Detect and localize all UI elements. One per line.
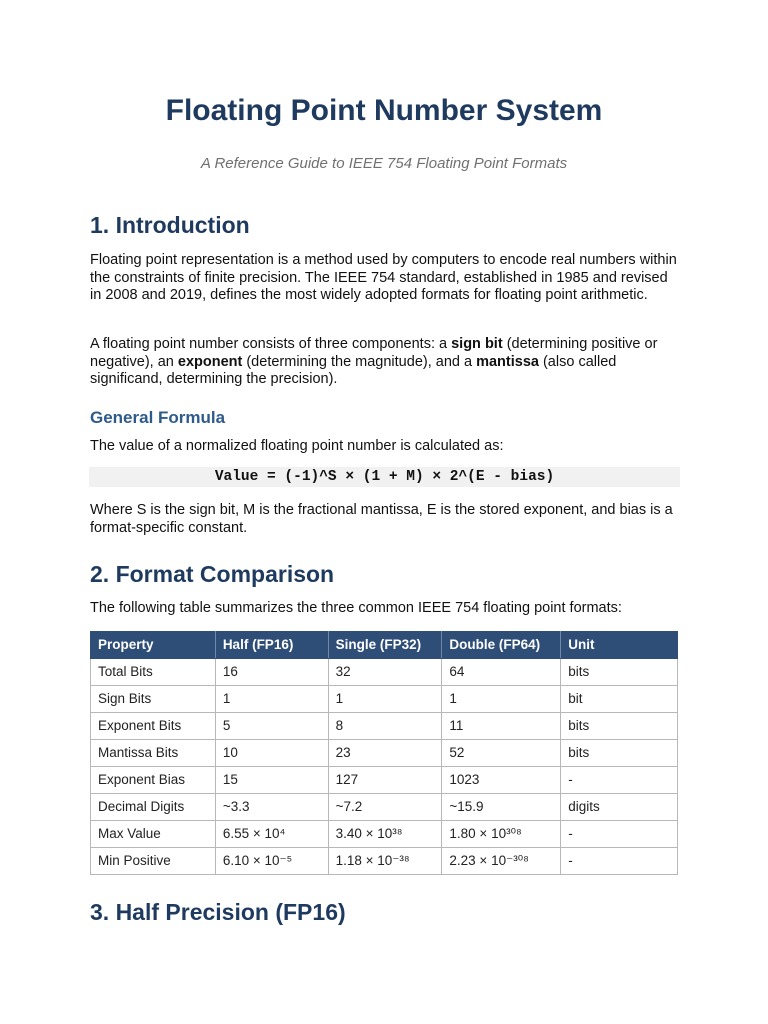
table-row bbox=[91, 659, 678, 686]
table-cell: bits bbox=[561, 659, 678, 686]
table-cell: 5 bbox=[215, 713, 328, 740]
table-cell: Total Bits bbox=[91, 659, 216, 686]
table-row bbox=[91, 767, 678, 794]
table-cell: ~7.2 bbox=[328, 794, 442, 821]
section-heading-format-comparison: 2. Format Comparison bbox=[90, 561, 335, 587]
components-paragraph: A floating point number consists of three components: a sign bit (determining positive or negative), an exponent (determining the magnitude), and a mantissa (also called significand, determining the precision). bbox=[90, 336, 658, 387]
table-cell: 11 bbox=[442, 713, 561, 740]
table-cell: ~3.3 bbox=[215, 794, 328, 821]
column-header: Single (FP32) bbox=[328, 632, 442, 659]
section-heading-introduction: 1. Introduction bbox=[90, 212, 250, 238]
table-intro-text: The following table summarizes the three common IEEE 754 floating point formats: bbox=[90, 600, 622, 616]
table-cell: 1 bbox=[328, 686, 442, 713]
table-cell: Sign Bits bbox=[91, 686, 216, 713]
table-cell: bit bbox=[561, 686, 678, 713]
intro-paragraph: Floating point representation is a method used by computers to encode real numbers within the constraints of finite precision. The IEEE 754 standard, established in 1985 and revised in 2008 and 2019, defines the most widely adopted formats for floating point arithmetic. bbox=[90, 252, 677, 303]
table-cell: Exponent Bias bbox=[91, 767, 216, 794]
table-cell: Exponent Bits bbox=[91, 713, 216, 740]
table-cell: 15 bbox=[215, 767, 328, 794]
table-cell: - bbox=[561, 767, 678, 794]
section-heading-half-precision: 3. Half Precision (FP16) bbox=[90, 899, 346, 925]
table-cell: 32 bbox=[328, 659, 442, 686]
formula-block: Value = (-1)^S × (1 + M) × 2^(E - bias) bbox=[89, 467, 680, 487]
column-header: Half (FP16) bbox=[215, 632, 328, 659]
table-cell: ~15.9 bbox=[442, 794, 561, 821]
table-row bbox=[91, 686, 678, 713]
column-header: Unit bbox=[561, 632, 678, 659]
table-cell: 1023 bbox=[442, 767, 561, 794]
table-cell: 3.40 × 10³⁸ bbox=[328, 821, 442, 848]
term-mantissa: mantissa bbox=[476, 353, 539, 370]
page-subtitle: A Reference Guide to IEEE 754 Floating Point Formats bbox=[200, 155, 568, 172]
page-title: Floating Point Number System bbox=[165, 94, 603, 127]
table-cell: Mantissa Bits bbox=[91, 740, 216, 767]
column-header: Double (FP64) bbox=[442, 632, 561, 659]
table-row bbox=[91, 848, 678, 875]
term-sign-bit: sign bit bbox=[451, 336, 503, 352]
table-cell: Decimal Digits bbox=[91, 794, 216, 821]
formula-explanation: Where S is the sign bit, M is the fractional mantissa, E is the stored exponent, and bias is a format-specific constant. bbox=[90, 502, 673, 536]
table-cell: 1 bbox=[442, 686, 561, 713]
table-row bbox=[91, 821, 678, 848]
table-row bbox=[91, 713, 678, 740]
term-exponent: exponent bbox=[177, 353, 243, 370]
formula-intro-text: The value of a normalized floating point number is calculated as: bbox=[90, 438, 504, 454]
table-cell: 16 bbox=[215, 659, 328, 686]
column-header: Property bbox=[91, 632, 216, 659]
format-comparison-table bbox=[90, 631, 678, 875]
table-cell: 1.80 × 10³⁰⁸ bbox=[442, 821, 561, 848]
table-cell: Min Positive bbox=[91, 848, 216, 875]
table-cell: 1.18 × 10⁻³⁸ bbox=[328, 848, 442, 875]
table-cell: - bbox=[561, 848, 678, 875]
table-cell: 52 bbox=[442, 740, 561, 767]
table-cell: bits bbox=[561, 713, 678, 740]
table-cell: Max Value bbox=[91, 821, 216, 848]
table-header-row bbox=[91, 632, 678, 659]
subsection-heading-general-formula: General Formula bbox=[90, 408, 226, 427]
table-cell: 8 bbox=[328, 713, 442, 740]
table-cell: digits bbox=[561, 794, 678, 821]
table-cell: - bbox=[561, 821, 678, 848]
table-cell: 6.10 × 10⁻⁵ bbox=[215, 848, 328, 875]
table-cell: 2.23 × 10⁻³⁰⁸ bbox=[442, 848, 561, 875]
table-cell: 64 bbox=[442, 659, 561, 686]
table-cell: bits bbox=[561, 740, 678, 767]
table-cell: 23 bbox=[328, 740, 442, 767]
table-row bbox=[91, 794, 678, 821]
table-cell: 1 bbox=[215, 686, 328, 713]
table-cell: 127 bbox=[328, 767, 442, 794]
table-row bbox=[91, 740, 678, 767]
table-cell: 6.55 × 10⁴ bbox=[215, 821, 328, 848]
table-cell: 10 bbox=[215, 740, 328, 767]
